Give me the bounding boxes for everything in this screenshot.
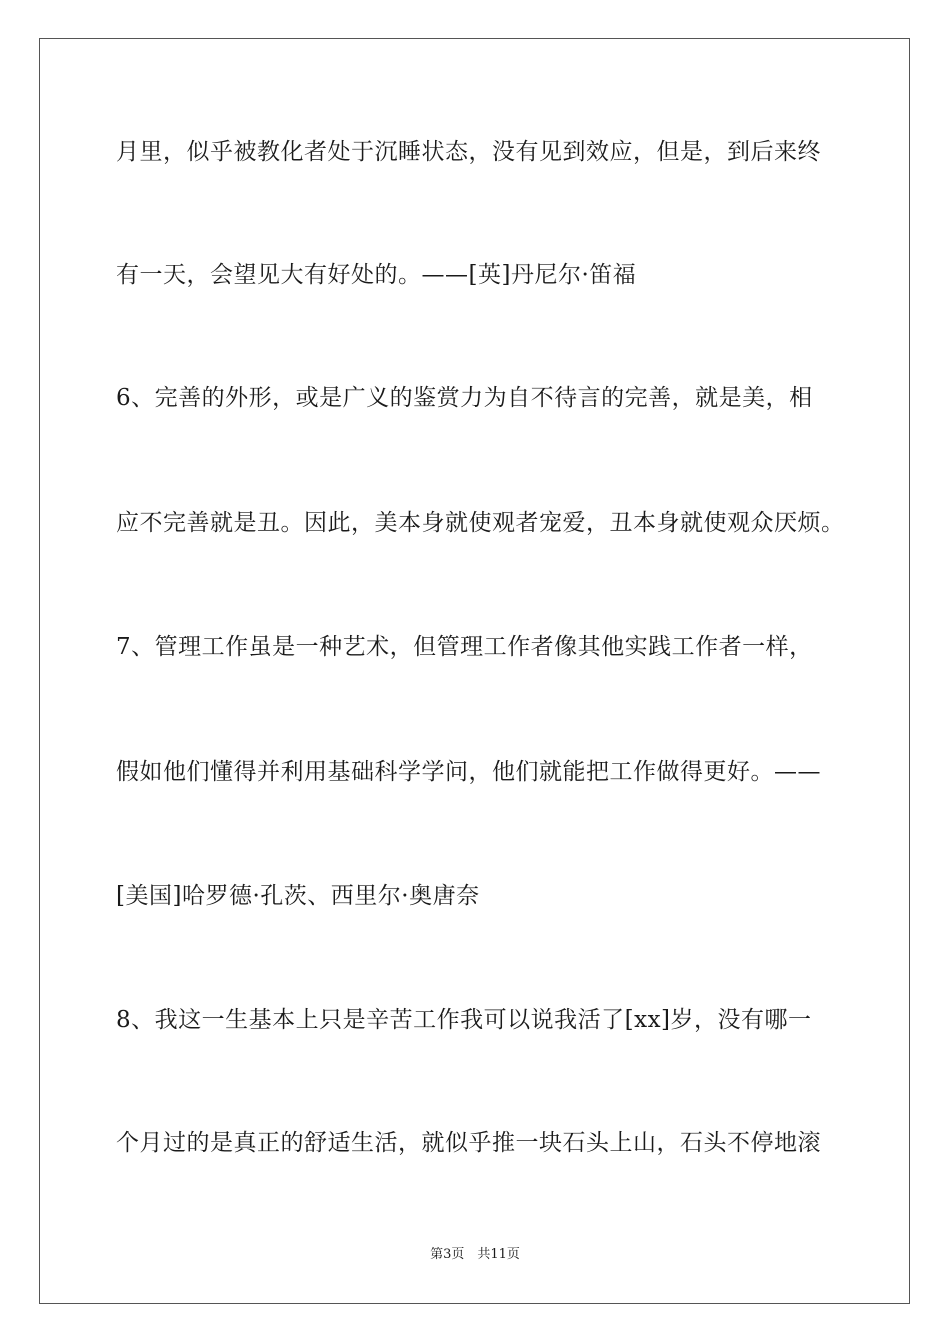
text-line-9: 个月过的是真正的舒适生活，就似乎推一块石头上山，石头不停地滚	[116, 1130, 821, 1156]
text-line-1: 月里，似乎被教化者处于沉睡状态，没有见到效应，但是，到后来终	[116, 139, 821, 165]
page-number-footer: 第3页 共11页	[430, 1247, 520, 1262]
text-line-4: 应不完善就是丑。因此，美本身就使观者宠爱，丑本身就使观众厌烦。	[116, 510, 845, 536]
text-line-5: 7、管理工作虽是一种艺术，但管理工作者像其他实践工作者一样，	[116, 634, 813, 660]
text-line-7: [美国]哈罗德·孔茨、西里尔·奥唐奈	[116, 883, 480, 909]
text-line-3: 6、完善的外形，或是广义的鉴赏力为自不待言的完善，就是美，相	[116, 385, 813, 411]
text-line-8: 8、我这一生基本上只是辛苦工作我可以说我活了[xx]岁，没有哪一	[116, 1007, 812, 1033]
text-line-6: 假如他们懂得并利用基础科学学问，他们就能把工作做得更好。——	[116, 759, 821, 785]
page-frame	[39, 38, 910, 1304]
text-line-2: 有一天，会望见大有好处的。——[英]丹尼尔·笛福	[116, 262, 637, 288]
